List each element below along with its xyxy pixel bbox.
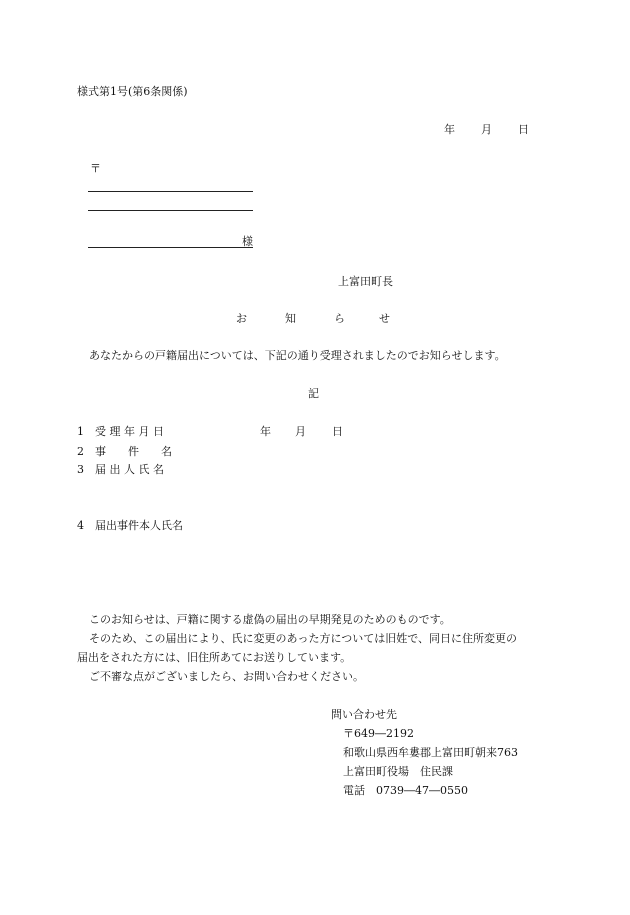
- item-label: 受 理 年 月 日: [95, 425, 164, 438]
- body-paragraph-3: 届出をされた方には、旧住所あてにお送りしています。: [77, 651, 352, 664]
- contact-phone: 電話 0739―47―0550: [343, 784, 468, 797]
- sender: 上富田町長: [338, 275, 393, 288]
- intro-text: あなたからの戸籍届出については、下記の通り受理されましたのでお知らせします。: [89, 349, 506, 362]
- name-line: [88, 247, 253, 248]
- notice-title-char-2: 知: [285, 312, 296, 325]
- date-day: 日: [518, 123, 529, 136]
- item-number: 3: [77, 463, 84, 476]
- item-date-year: 年: [260, 425, 271, 438]
- notice-title-char-3: ら: [334, 312, 345, 325]
- item-number: 1: [77, 425, 84, 438]
- item-date-month: 月: [295, 425, 306, 438]
- date-month: 月: [481, 123, 492, 136]
- item-label: 届出事件本人氏名: [95, 519, 183, 532]
- body-paragraph-2: そのため、この届出により、氏に変更のあった方については旧姓で、同日に住所変更の: [89, 632, 518, 645]
- item-label: 事 件 名: [95, 445, 172, 458]
- postal-mark: 〒: [90, 162, 101, 175]
- address-line-2: [88, 210, 253, 211]
- contact-heading: 問い合わせ先: [331, 708, 397, 721]
- address-line-1: [88, 191, 253, 192]
- contact-postal: 〒649―2192: [343, 727, 414, 740]
- item-1: [77, 425, 343, 438]
- date-line: [444, 124, 529, 135]
- item-3: [77, 463, 164, 476]
- item-2: [77, 445, 172, 458]
- item-date-day: 日: [332, 425, 343, 438]
- item-number: 2: [77, 445, 84, 458]
- item-4: [77, 519, 183, 532]
- item-label: 届 出 人 氏 名: [95, 463, 164, 476]
- item-number: 4: [77, 519, 84, 532]
- body-paragraph-1: このお知らせは、戸籍に関する虚偽の届出の早期発見のためのものです。: [89, 613, 451, 626]
- contact-address: 和歌山県西牟婁郡上富田町朝来763: [343, 746, 518, 759]
- form-number: 様式第1号(第6条関係): [77, 85, 188, 98]
- ki-label: 記: [308, 387, 319, 400]
- body-paragraph-4: ご不審な点がございましたら、お問い合わせください。: [89, 670, 364, 683]
- contact-office: 上富田町役場 住民課: [343, 765, 453, 778]
- date-year: 年: [444, 123, 455, 136]
- sama-label: 様: [242, 235, 253, 248]
- notice-title-char-1: お: [236, 312, 247, 325]
- notice-title-char-4: せ: [379, 312, 390, 325]
